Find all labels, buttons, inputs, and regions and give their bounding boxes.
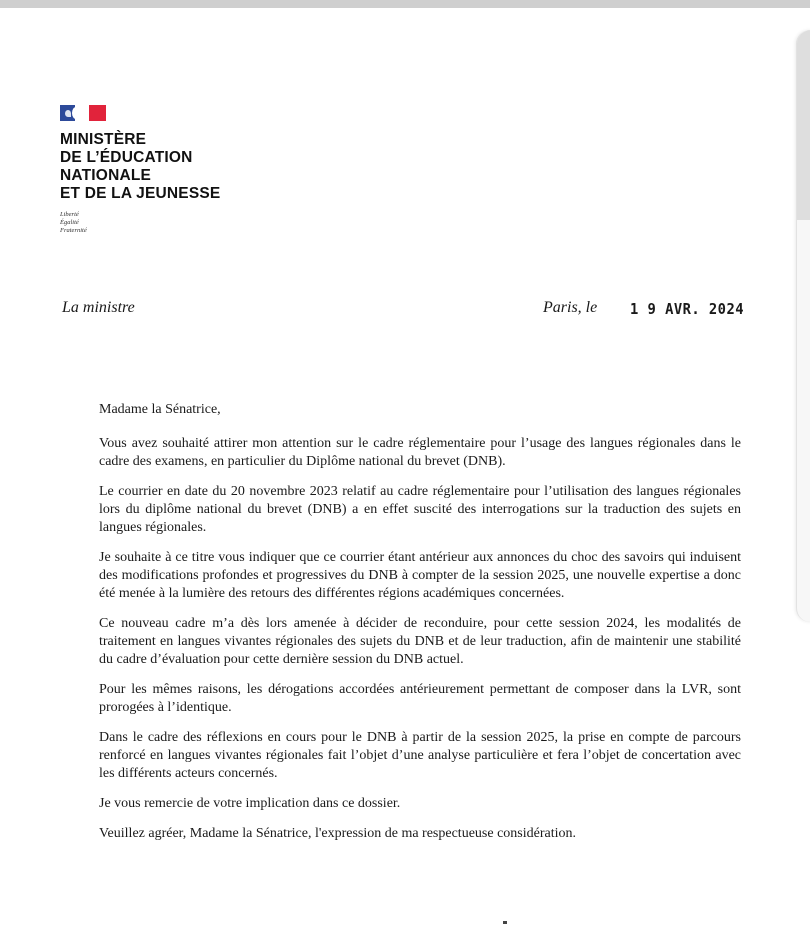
ministry-line: DE L’ÉDUCATION: [60, 149, 193, 166]
scan-mark: [503, 921, 507, 924]
ministry-line: ET DE LA JEUNESSE: [60, 185, 221, 202]
ministry-line: MINISTÈRE: [60, 131, 147, 148]
date-stamp: 1 9 AVR. 2024: [630, 300, 744, 318]
paragraph: Pour les mêmes raisons, les dérogations accordées antérieurement permettant de composer dans la LVR, sont prorogées à l’identique.: [99, 682, 741, 715]
ministry-logo: [60, 105, 260, 235]
sender: La ministre: [62, 299, 135, 316]
side-panel[interactable]: [796, 30, 810, 622]
letter-body: [99, 401, 741, 855]
marianne-flag-icon: [60, 105, 106, 121]
motto: [60, 211, 260, 235]
paragraph: Dans le cadre des réflexions en cours pour le DNB à partir de la session 2025, la prise en compte de parcours renforcé en langues vivantes régionales fait l’objet d’une analyse particulière et fera l’objet de concertation avec les différents acteurs concernés.: [99, 730, 741, 781]
motto-line: Fraternité: [60, 227, 87, 234]
paragraph: Je vous remercie de votre implication dans ce dossier.: [99, 796, 401, 811]
paragraph: Le courrier en date du 20 novembre 2023 relatif au cadre réglementaire pour l’utilisation des langues régionales lors du diplôme national du brevet (DNB) a en effet suscité des interrogations sur la traduction des sujets en langues régionales.: [99, 484, 741, 535]
motto-line: Liberté: [60, 211, 79, 218]
ministry-name: [60, 131, 260, 203]
ministry-line: NATIONALE: [60, 167, 152, 184]
place: Paris, le: [543, 299, 598, 316]
scrollbar-thumb[interactable]: [797, 30, 810, 220]
top-bar: [0, 0, 810, 8]
motto-line: Égalité: [60, 219, 79, 226]
paragraph: Je souhaite à ce titre vous indiquer que ce courrier étant antérieur aux annonces du choc des savoirs qui induisent des modifications profondes et progressives du DNB à compter de la session 2025, une nouvelle expertise a donc été menée à la lumière des retours des différentes régions académiques concernées.: [99, 550, 741, 601]
paragraph: Veuillez agréer, Madame la Sénatrice, l'expression de ma respectueuse considération.: [99, 826, 576, 841]
salutation: Madame la Sénatrice,: [99, 402, 221, 417]
paragraph: Vous avez souhaité attirer mon attention sur le cadre réglementaire pour l’usage des langues régionales dans le cadre des examens, en particulier du Diplôme national du brevet (DNB).: [99, 436, 741, 469]
paragraph: Ce nouveau cadre m’a dès lors amenée à décider de reconduire, pour cette session 2024, les modalités de traitement en langues vivantes régionales des sujets du DNB et de leur traduction, afin de maintenir une stabilité du cadre d’évaluation pour cette dernière session du DNB actuel.: [99, 616, 741, 667]
